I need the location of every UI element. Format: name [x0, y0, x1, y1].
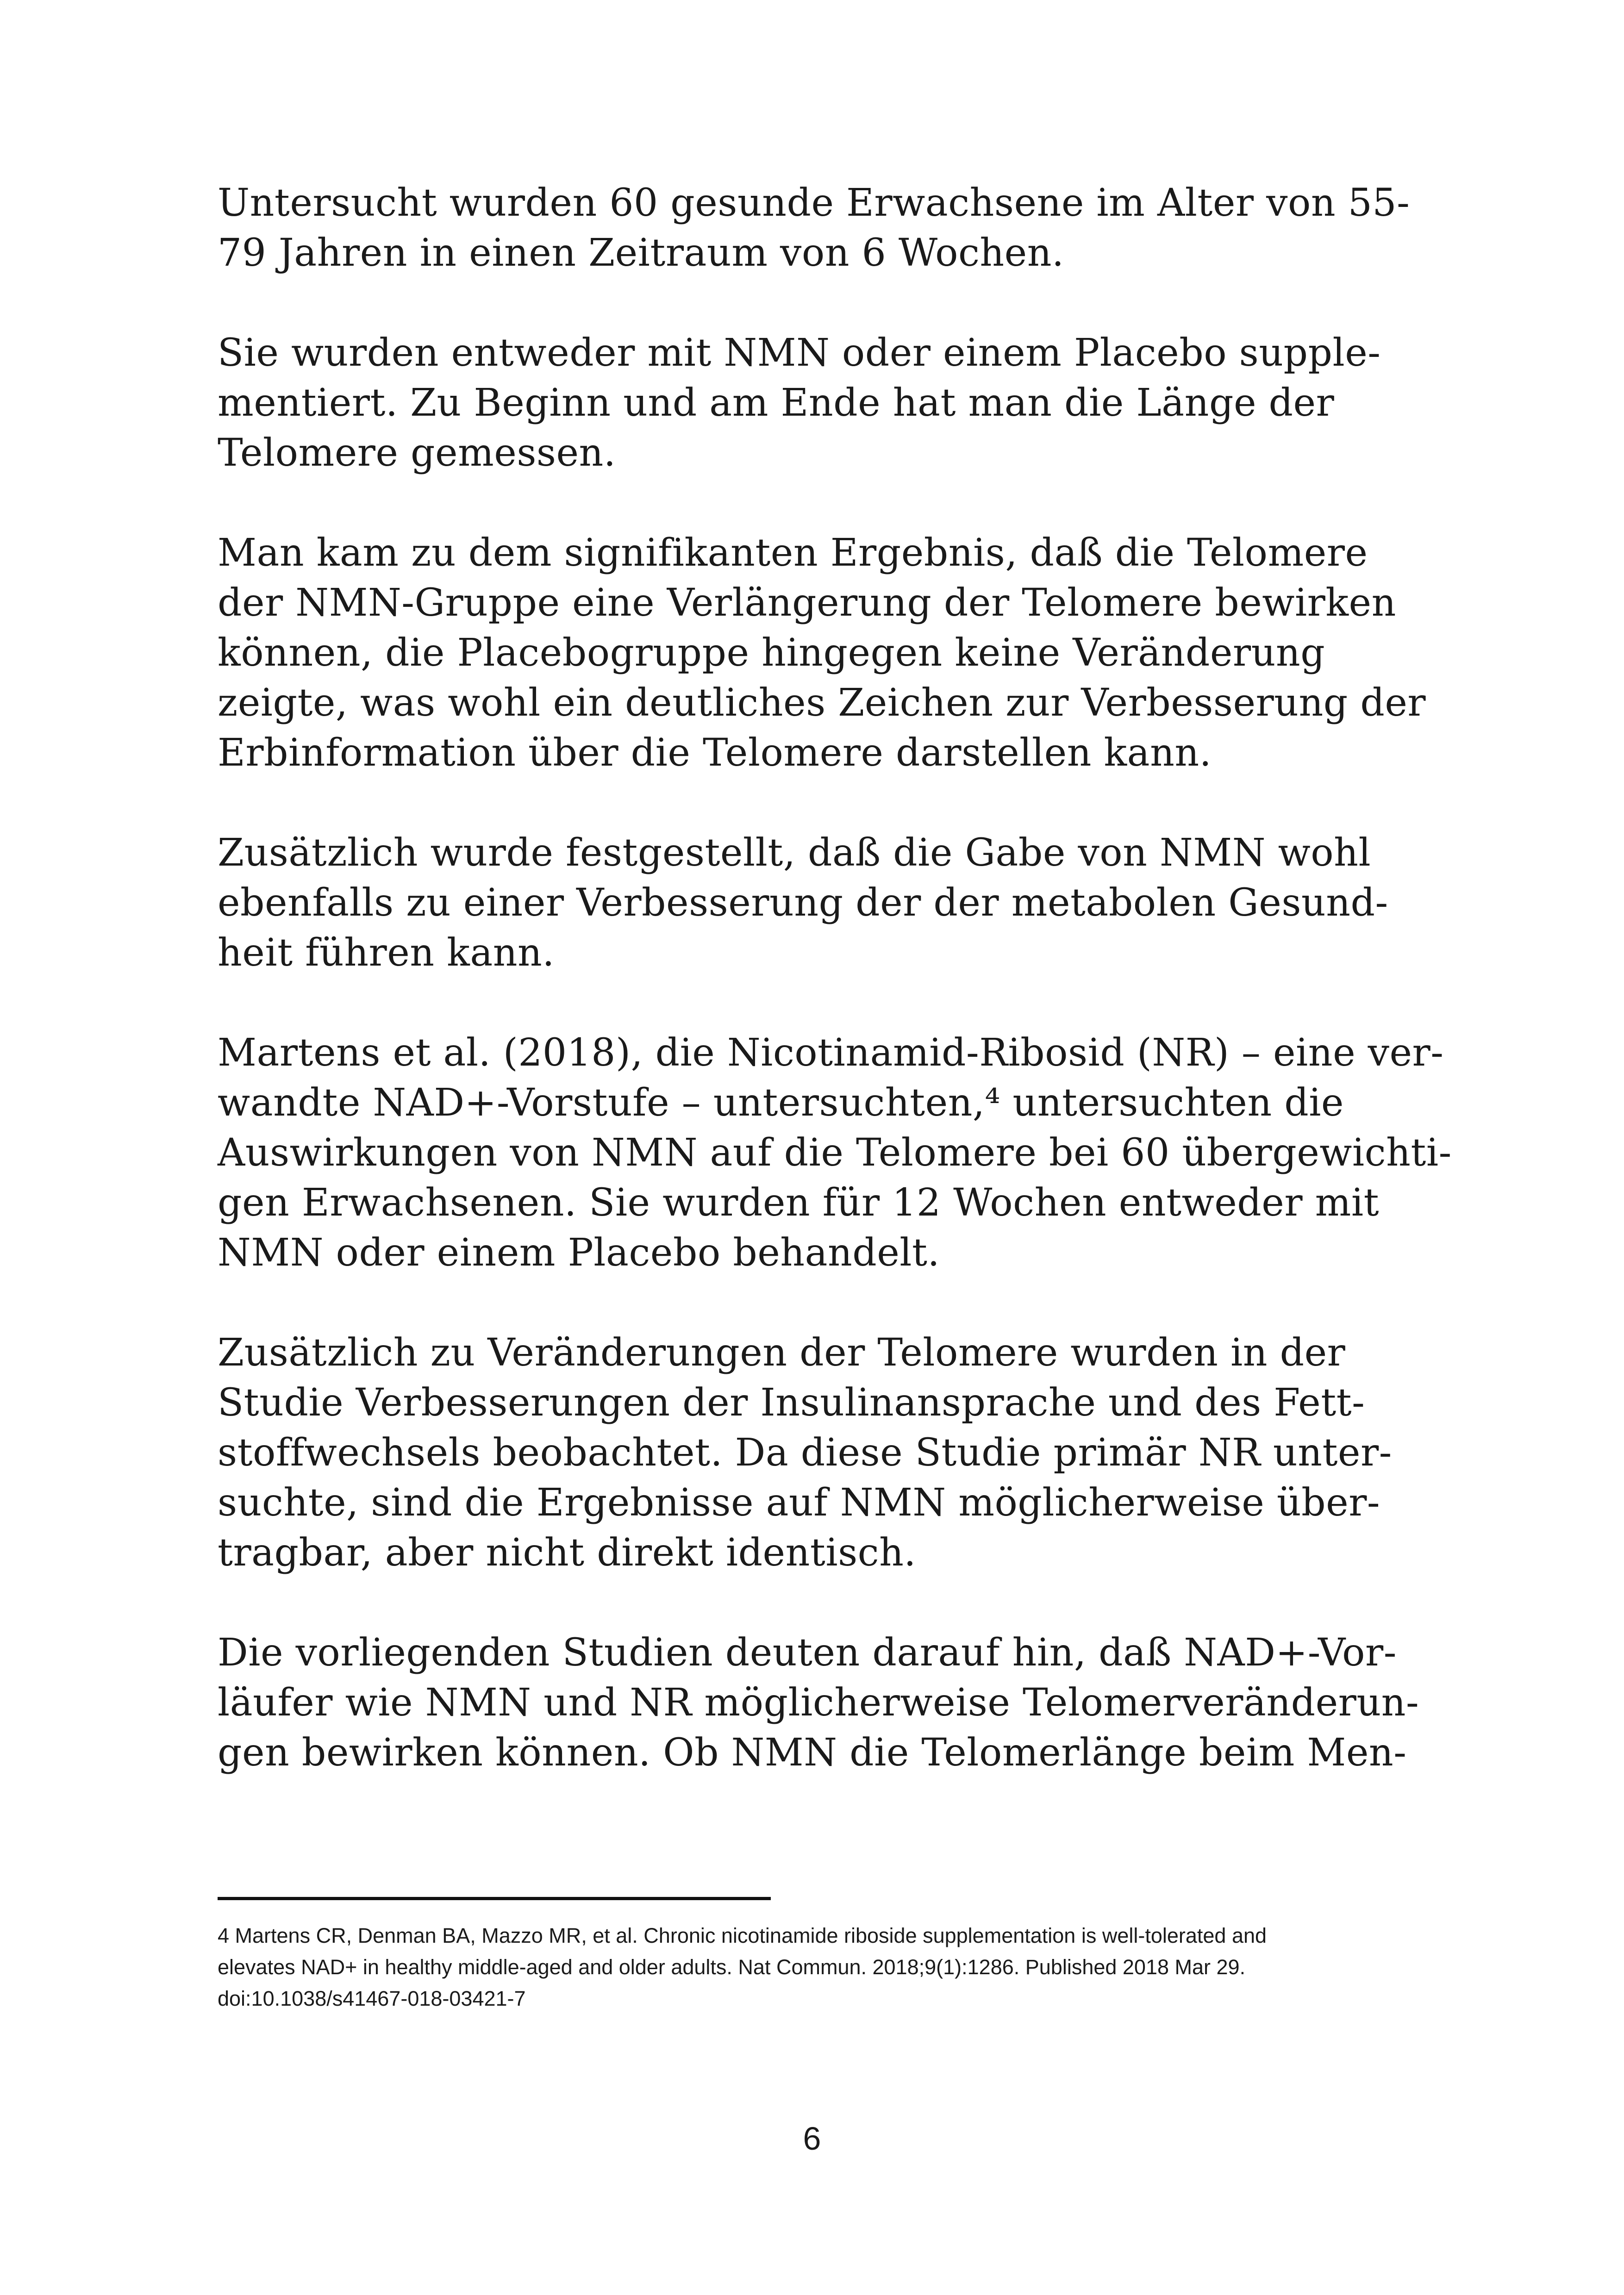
paragraph-study-participants: Untersucht wurden 60 gesunde Erwachsene im Alter von 55- 79 Jahren in einen Zeitraum von 6 Wochen.: [218, 181, 1410, 275]
paragraph-martens-study: Martens et al. (2018), die Nicotinamid-Ribosid (NR) – eine ver- wandte NAD+-Vorstufe – untersuchten,⁴ untersuchten die Auswirkungen von NMN auf die Telomere bei 60 übergewichti- gen Erwachsenen. Sie wurden für 12 Wochen entweder mit NMN oder einem Placebo behandelt.: [218, 1031, 1452, 1275]
paragraph-results: Man kam zu dem signifikanten Ergebnis, daß die Telomere der NMN-Gruppe eine Verlängerung der Telomere bewirken können, die Placebogruppe hingegen keine Veränderung zeigte, was wohl ein deutliches Zeichen zur Verbesserung der Erbinformation über die Telomere darstellen kann.: [218, 531, 1426, 775]
paragraph-conclusion: Die vorliegenden Studien deuten darauf hin, daß NAD+-Vor- läufer wie NMN und NR möglicherweise Telomerveränderun- gen bewirken können. Ob NMN die Telomerlänge beim Men-: [218, 1631, 1419, 1775]
paragraph-supplementation: Sie wurden entweder mit NMN oder einem Placebo supple- mentiert. Zu Beginn und am Ende hat man die Länge der Telomere gemessen.: [218, 331, 1381, 475]
footnote-separator: [218, 1897, 771, 1900]
paragraph-metabolic-health: Zusätzlich wurde festgestellt, daß die Gabe von NMN wohl ebenfalls zu einer Verbesserung der der metabolen Gesund- heit führen kann.: [218, 831, 1388, 975]
page-number: 6: [803, 2120, 821, 2157]
footnote: 4 Martens CR, Denman BA, Mazzo MR, et al. Chronic nicotinamide riboside supplementation is well-tolerated and elevates NAD+ in healthy middle-aged and older adults. Nat Commun. 2018;9(1):1286. Published 2018 Mar 29. doi:10.1038/s41467-018-03421-7: [218, 1924, 1267, 2010]
body-text: [218, 178, 1514, 1828]
paragraph-insulin-findings: Zusätzlich zu Veränderungen der Telomere wurden in der Studie Verbesserungen der Insulinansprache und des Fett- stoffwechsels beobachtet. Da diese Studie primär NR unter- suchte, sind die Ergebnisse auf NMN möglicherweise über- tragbar, aber nicht direkt identisch.: [218, 1331, 1392, 1575]
